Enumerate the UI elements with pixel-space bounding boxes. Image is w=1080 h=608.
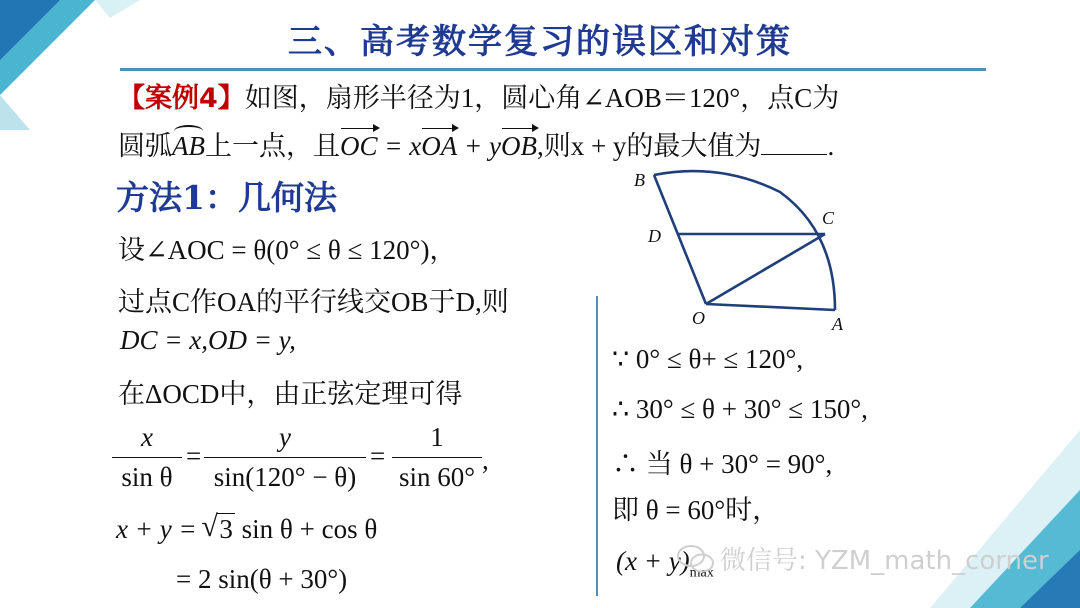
problem-text-c: ,则x + y的最大值为: [536, 131, 762, 161]
label-o: O: [692, 308, 705, 328]
fraction-3: $\frac{1}{\sin 60^\circ}$: [392, 422, 482, 493]
corner-decoration-bottom-right: [930, 430, 1080, 608]
label-c: C: [822, 208, 835, 228]
vector-ob: OB: [500, 131, 537, 161]
equals-1: =: [186, 441, 202, 471]
segment-ob: [654, 175, 706, 304]
eq-x: = x: [377, 131, 422, 161]
comma: ,: [482, 445, 489, 475]
case-tag: 【案例4】: [118, 83, 245, 114]
plus-y: + y: [457, 131, 501, 161]
problem-text-b: 上一点，且: [205, 131, 340, 161]
right-step-5: $(x + y)_{max}$: [616, 546, 714, 581]
step-1: 设∠AOC = θ(0° ≤ θ ≤ 120°)，: [118, 235, 457, 265]
wechat-icon: [676, 544, 716, 574]
watermark-text: 微信号: YZM_math_corner: [720, 546, 1049, 576]
title-divider: [120, 68, 986, 71]
vector-oc: OC: [340, 131, 378, 161]
sqrt-symbol: √ 3: [203, 514, 235, 545]
problem-line-1: [118, 76, 839, 115]
right-step-3: ∴ 当 θ + 30° = 90°,: [612, 449, 833, 479]
method-heading: 方法1：几何法: [116, 178, 337, 217]
step-4: 在ΔOCD中，由正弦定理可得: [118, 379, 463, 409]
right-step-4: 即 θ = 60°时，: [612, 495, 780, 525]
problem-line-2: [118, 124, 834, 163]
fraction-1: $\frac{x}{\text{sin θ}}$: [112, 422, 182, 493]
answer-blank: [761, 134, 827, 155]
label-a: A: [832, 314, 843, 334]
segment-oc: [706, 234, 825, 304]
slide-title: 三、高考数学复习的误区和对策: [288, 22, 792, 62]
step-3: DC = x,OD = y,: [120, 325, 296, 355]
segment-oa: [706, 304, 835, 310]
column-divider: [596, 296, 598, 596]
problem-text-a: 圆弧: [118, 131, 172, 161]
fraction-2: $\frac{y}{\sin(120^\circ - \theta)}$: [204, 422, 366, 493]
right-step-1: ∵ 0° ≤ θ+ ≤ 120°,: [612, 344, 804, 374]
arc-ab: AB: [172, 131, 205, 161]
step-2: 过点C作OA的平行线交OB于D,则: [118, 287, 509, 317]
label-d: D: [648, 226, 661, 246]
problem-line-1-text: 如图，扇形半径为1，圆心角∠AOB＝120°，点C为: [244, 83, 840, 113]
vector-oa: OA: [421, 131, 458, 161]
right-step-2: ∴ 30° ≤ θ + 30° ≤ 150°,: [612, 394, 868, 424]
sector-diagram: [620, 162, 860, 342]
step-6: = 2 sin(θ + 30°): [176, 564, 348, 594]
problem-end: .: [827, 131, 835, 161]
label-b: B: [634, 170, 645, 190]
step-5: x + y = √ 3 sin θ + cos θ: [116, 514, 377, 545]
equals-2: =: [370, 441, 386, 471]
